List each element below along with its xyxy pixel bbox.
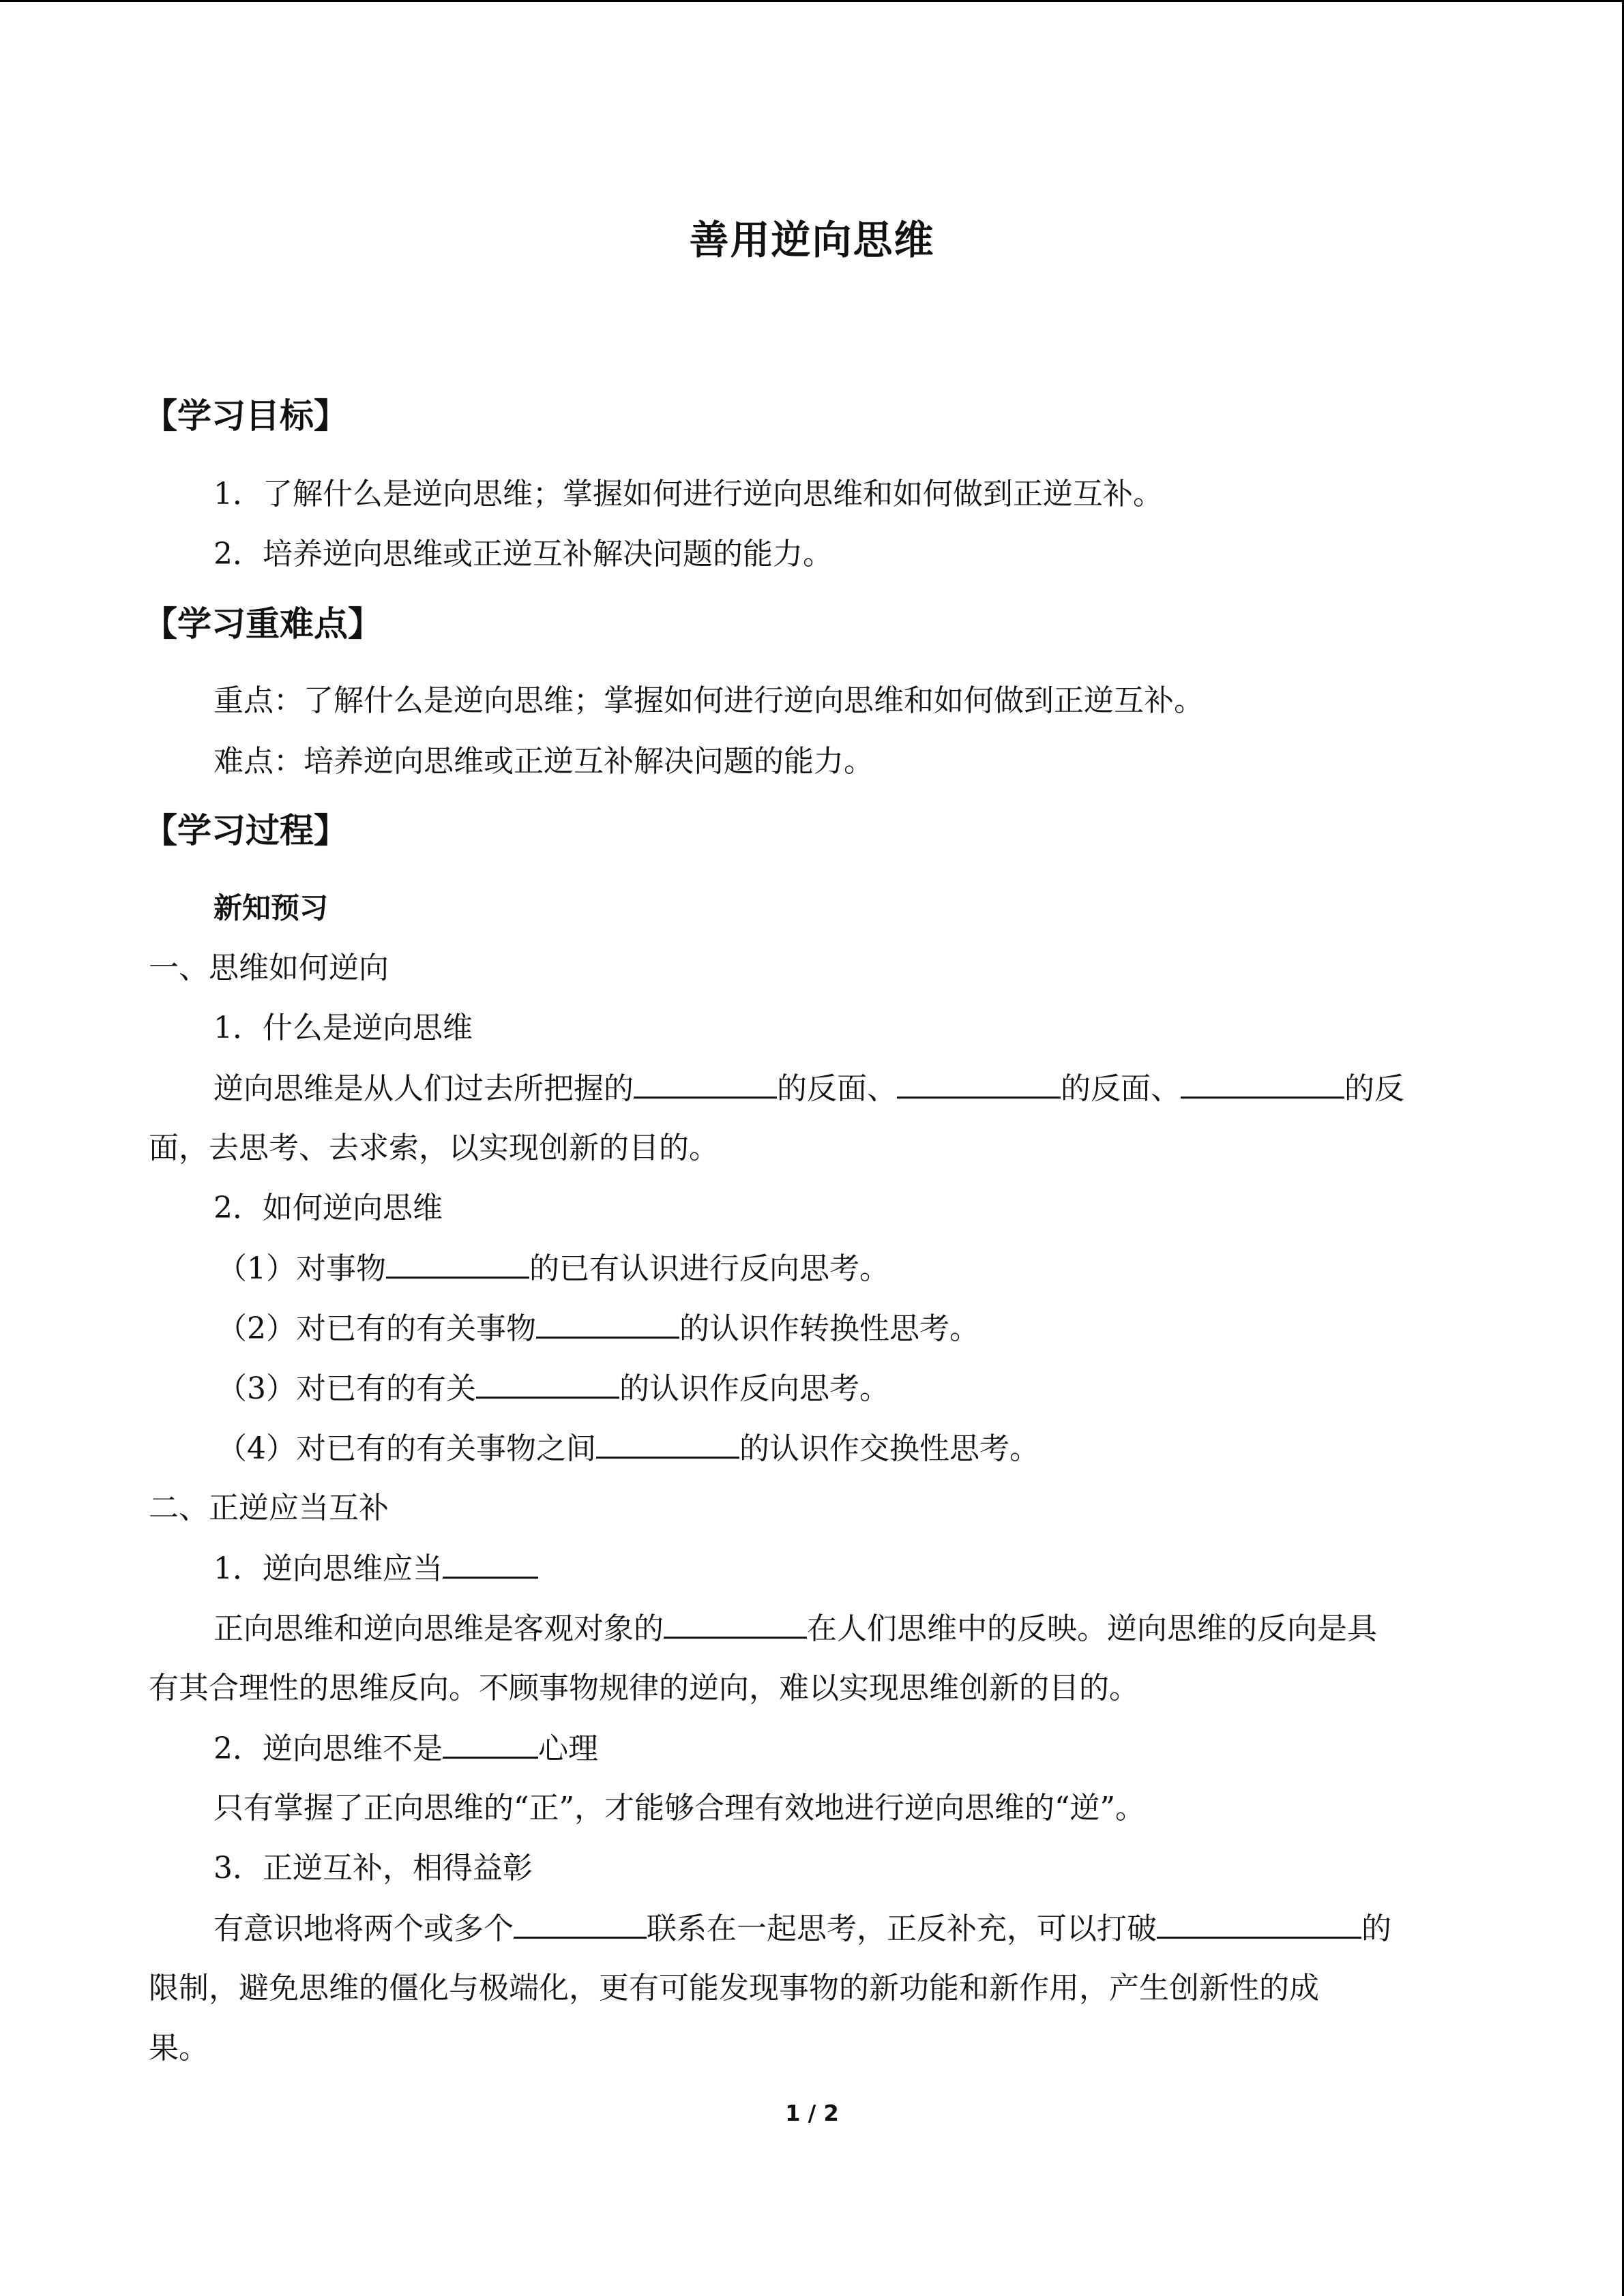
method-text: 的认识作转换性思考。 (679, 1311, 979, 1346)
sentence-text: 的反 (1344, 1071, 1404, 1106)
heading-learning-process: 【学习过程】 (143, 811, 348, 850)
fill-blank[interactable] (1157, 1908, 1361, 1939)
method-text: （3）对已有的有关 (217, 1371, 476, 1406)
method-item (217, 1368, 889, 1410)
difficult-point: 难点：培养逆向思维或正逆互补解决问题的能力。 (213, 744, 874, 779)
sentence-text: 的 (1361, 1911, 1391, 1946)
subsection-title: 2．如何逆向思维 (213, 1191, 443, 1225)
sentence-text: 联系在一起思考，正反补充，可以打破 (647, 1911, 1157, 1946)
sentence-text: 的反面、 (1061, 1071, 1181, 1106)
subsection-text: 1．逆向思维应当 (213, 1551, 443, 1586)
fill-blank[interactable] (897, 1068, 1061, 1099)
key-point: 重点：了解什么是逆向思维；掌握如何进行逆向思维和如何做到正逆互补。 (213, 683, 1204, 718)
method-item (217, 1248, 889, 1289)
subsection-text: 2．逆向思维不是 (213, 1731, 443, 1766)
preview-label: 新知预习 (213, 891, 329, 925)
document-title: 善用逆向思维 (689, 217, 935, 263)
fill-blank[interactable] (634, 1068, 777, 1099)
method-text: （4）对已有的有关事物之间 (217, 1431, 596, 1466)
fill-blank[interactable] (476, 1368, 619, 1399)
method-text: （1）对事物 (217, 1251, 386, 1286)
fill-blank[interactable] (386, 1248, 529, 1279)
subsection-title: 1．什么是逆向思维 (213, 1011, 473, 1045)
paragraph: 只有掌握了正向思维的“正”，才能够合理有效地进行逆向思维的“逆”。 (213, 1791, 1145, 1825)
fill-in-sentence (213, 1908, 1391, 1950)
sentence-continuation: 限制，避免思维的僵化与极端化，更有可能发现事物的新功能和新作用，产生创新性的成 (149, 1971, 1319, 2006)
heading-key-points: 【学习重难点】 (143, 604, 382, 644)
subsection-title: 3．正逆互补，相得益彰 (213, 1851, 533, 1885)
fill-blank[interactable] (443, 1728, 538, 1759)
fill-blank[interactable] (596, 1428, 739, 1459)
method-text: 的认识作反向思考。 (619, 1371, 889, 1406)
fill-blank[interactable] (1181, 1068, 1344, 1099)
part-one-title: 一、思维如何逆向 (149, 951, 389, 985)
method-text: 的已有认识进行反向思考。 (529, 1251, 889, 1286)
sentence-text: 在人们思维中的反映。逆向思维的反向是具 (807, 1611, 1377, 1646)
goal-item-2: 2．培养逆向思维或正逆互补解决问题的能力。 (213, 537, 833, 571)
page-number: 1 / 2 (785, 2100, 839, 2126)
fill-blank[interactable] (536, 1308, 679, 1339)
sentence-continuation: 有其合理性的思维反向。不顾事物规律的逆向，难以实现思维创新的目的。 (149, 1671, 1139, 1705)
fill-blank[interactable] (443, 1548, 538, 1579)
fill-blank[interactable] (664, 1608, 807, 1639)
sentence-continuation: 果。 (149, 2031, 209, 2066)
fill-in-sentence (213, 1068, 1404, 1109)
subsection-title (213, 1728, 598, 1770)
subsection-title (213, 1548, 538, 1590)
sentence-text: 逆向思维是从人们过去所把握的 (213, 1071, 634, 1106)
sentence-text: 的反面、 (777, 1071, 897, 1106)
method-item (217, 1308, 979, 1350)
sentence-text: 有意识地将两个或多个 (213, 1911, 514, 1946)
page-border-top (0, 0, 1624, 2)
sentence-text: 正向思维和逆向思维是客观对象的 (213, 1611, 664, 1646)
fill-in-sentence (213, 1608, 1377, 1650)
method-text: （2）对已有的有关事物 (217, 1311, 536, 1346)
sentence-continuation: 面，去思考、去求索，以实现创新的目的。 (149, 1131, 719, 1165)
heading-learning-goals: 【学习目标】 (143, 396, 348, 436)
goal-item-1: 1．了解什么是逆向思维；掌握如何进行逆向思维和如何做到正逆互补。 (213, 477, 1163, 511)
method-text: 的认识作交换性思考。 (739, 1431, 1039, 1466)
method-item (217, 1428, 1039, 1470)
part-two-title: 二、正逆应当互补 (149, 1491, 389, 1525)
subsection-text: 心理 (538, 1731, 598, 1766)
fill-blank[interactable] (514, 1908, 647, 1939)
